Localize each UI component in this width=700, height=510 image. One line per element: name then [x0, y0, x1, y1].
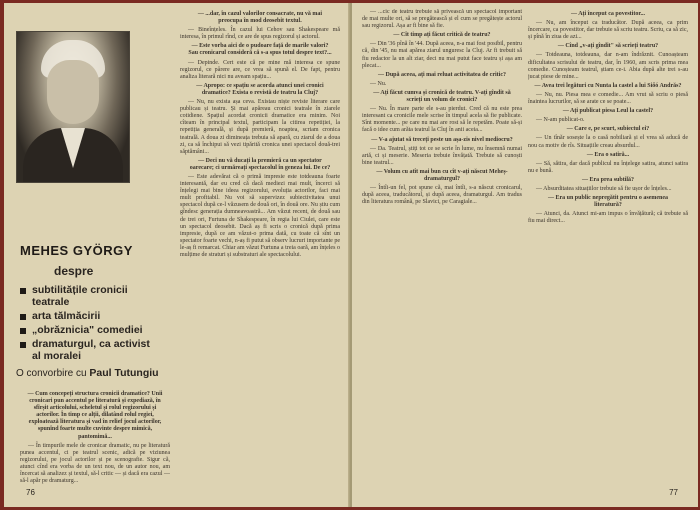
question: — Care e, pe scurt, subiectul ei? [534, 126, 682, 133]
answer: — N-am publicat-o. [528, 117, 688, 124]
answer: — Întîi-un fel, pot spune că, mai întîi, s-a născut cronicarul, după aceea, traducătorul, și după aceea, dramaturgul. Am tradus din literatura română, pe Slavici, pe Caragiale... [362, 185, 522, 206]
answer: — Nu. [362, 81, 522, 88]
answer: — Totdeauna, totdeauna, dar n-am îndrăznit. Cunoașteam dificultatea scrisului de teatru, dar, în 1960, am scris prima mea comedie. Cunoșteam teatrul, știam ce-i. Abia după alte trei s-au jucat piese de mine... [528, 52, 688, 80]
byline [16, 367, 166, 379]
answer: — Da. Teatrul, știți tot ce se scrie în lume, nu însemnă numai artă, ci și meserie. Meseria trebuie învățată. Trebuie să cunoști bine teatrul... [362, 146, 522, 167]
article-title-block [20, 243, 160, 364]
answer: — Nu, am început ca traducător. După aceea, ca prim încercare, ca povestitor, dar trebuie să scriu teatru. Scriu, ca să zic, și pînă în ziua de azi... [528, 20, 688, 41]
book-spread [4, 3, 698, 507]
answer: — Din '36 pînă în '44. După aceea, n-a mai fost posibil, pentru că, din '45, nu mai apărea ziarul unguresc la Cluj. Ar fi trebuit să fiu redactor la un alt ziar, deci nu mai putut face teatru și așa am plecat... [362, 41, 522, 69]
question: — Volum cu atît mai bun cu cît v-ați născut Meheș-dramaturgul? [368, 169, 516, 183]
question: — Avea trei legături cu Nunta la castel a lui Siőó Andrăs? [534, 83, 682, 90]
question: — Ați făcut cumva și cronică de teatru. V-ați gîndit să scrieți un volum de cronici? [368, 90, 516, 104]
question: — După aceea, ați mai reluat activitatea de critic? [368, 72, 516, 79]
topic-item: subtilitățile cronicii teatrale [20, 284, 160, 308]
topic-item: dramaturgul, ca activist al moralei [20, 338, 160, 362]
right-col2 [528, 9, 688, 481]
right-page [352, 3, 698, 507]
question: — Ați publicat piesa Leul la castel? [534, 108, 682, 115]
answer: — Nu. În mare parte ele s-au pierdut. Cred că nu este prea interesant ca cronicile mele scrise în timpul acela să fie publicate. Sînt momente... pe care nu mai are rost să le repetăm. Poate să-și facă o idee cum arăta teatrul la Cluj în anii aceia... [362, 106, 522, 134]
right-col1 [362, 9, 522, 481]
left-col1-intro [20, 389, 170, 491]
left-col2 [180, 9, 340, 481]
page-number-right: 77 [669, 488, 678, 497]
answer: — Atunci, da. Atunci mi-am impus o învățătură; că trebuie să fiu mai direct... [528, 211, 688, 225]
left-page [4, 3, 350, 507]
author-photo [16, 31, 130, 183]
topic-item: arta tălmăcirii [20, 310, 160, 322]
byline-author: Paul Tutungiu [89, 367, 159, 379]
question: — Cînd „v-ați gîndit" să scrieți teatru? [534, 43, 682, 50]
answer: — Bineînțeles. În cazul lui Cehov sau Shakespeare mă interesa, în primul rînd, ce are de spus regizorul și actorul. [180, 27, 340, 41]
question: — Era prea subtilă? [534, 177, 682, 184]
question: — Deci nu vă ducați la premieră ca un spectator oarecare; ci urmăreați spectacolul în geneza lui. De ce? [186, 158, 334, 172]
answer: — ...cic de teatru trebuie să privească un spectacol important de mai multe ori, să se pregătească și el cum se pregătește actorul sau regizorul. Așa ar fi bine să fie. [362, 9, 522, 30]
question: — Ați început ca povestitor... [534, 11, 682, 18]
topic-item: „obrăzniciа" comediei [20, 324, 160, 336]
question: — Era o satiră... [534, 152, 682, 159]
question: — Cum concepeți structura cronicii dramatice? Unii cronicari pun accentul pe literatură și expediază, în sfîrșit articolului, scheletul și rolul regizorului și actorilor. În timp ce alții, dilatând rolul regiei, exploatează literatura și vad în relief jocul actorilor, spunînd foarte multe cuvinte despre mimică, pantomimă... [26, 391, 164, 441]
answer: — Este adevărat că o primă impresie este totdeauna foarte interesantă, dar eu cred că dacă mediezi mai mult, încerci să înțelegi mai bine ideea regizorului, evoluția actorilor, faci mai mult profitabil. Nu voi să supervizez subiectivitatea unui spectacol după ce-l văzusem de două ori, în două ore. Nu știu cum gîndesc generația dumneavoastră... Am văzut recent, de două sau de trei ori, Furtuna de Shakespeare, în regia lui Ciulei, care este un spectacol deosebit. Dacă aș fi scris o cronică după prima impresie, după ce am văzut-o prima dată, cu toate că sînt un spectator foarte vechi, n-aș fi putut să observ lucruri importante pe le-aș fi remarcat. Chiar am văzut Furtuna a treia oară, am înțeles o mulțime de straturi și substraturi ale spectacolului. [180, 174, 340, 259]
answer: — Un tînăr sosește la o casă nobiliară și el vrea să aducă de nou ca motiv de rîs. Situațiile creau absurdul... [528, 135, 688, 149]
question: — Apropo: ce spațiu se acorda atunci unei cronici dramatice? Exista o revistă de teatru la Cluj? [186, 83, 334, 97]
byline-prefix: O convorbire cu [16, 368, 87, 379]
answer: — Nu, nu. Piesa mea e comedie... Am vrut să scriu o piesă înaintea lucrurilor, să se arate ce se poate... [528, 92, 688, 106]
answer: — Depinde. Cert este că pe mine mă interesa ce spune regizorul, ce pârere are, ce vrea să spună el. De fapt, pentru analiza literară nici nu aveam spațiu... [180, 60, 340, 81]
answer: — Nu, nu exista așa ceva. Existau niște reviste literare care publicau și teatru. Și mai apăreau cronici teatrale în ziarele cotidiene. Spațiul acordat cronicii dramatice era minim. Noi cîteam în principal textul, participam la citirea repetiției, la repetiția generală, și după premieră, noaptea, scriam cronica teatrală. A doua zi dimineața trebuia să apară, cu ziarul de a doua zi, ca să închipui să vezi tipărită cronica unei spectacol două-trei săptămâni... [180, 99, 340, 156]
question: — V-a ajutat să treceți peste un așa-zis nivel mediocru? [368, 137, 516, 144]
question: — Era un public nepregătit pentru o asemenea literatură? [534, 195, 682, 209]
answer: — Absurditatea situațiilor trebuie să fie ușor de înțeles... [528, 186, 688, 193]
answer: — Să, sătira, dar dacă publicul nu înțelege satira, atunci satira nu e bună. [528, 161, 688, 175]
title-despre: despre [54, 264, 94, 278]
page-number-left: 76 [26, 488, 35, 497]
question: — Este vorba aici de o pudoare față de marile valori? Sau cronicarul consideră că s-a spus totul despre text?... [186, 43, 334, 57]
topics-list [20, 284, 160, 362]
question: — Cît timp ați făcut critică de teatru? [368, 32, 516, 39]
question: — ...dar, în cazul valorilor consacrate, nu vă mai preocupa în mod deosebit textul. [186, 11, 334, 25]
answer: — În timpurile mele de cronicar dramatic, nu pe literatură punea accentul, ci pe teatrul scenic, adică pe viziunea regizorului, pe jocul actorilor și pe scenografie. Sigur că, atunci cînd era vorba de un text nou, de un autor nou, am încercat să analizez și textul, să-l critic — și dacă era cazul — să-l apăr pe dramaturg... [20, 443, 170, 486]
subject-name: MEHES GYÖRGY [20, 243, 133, 258]
